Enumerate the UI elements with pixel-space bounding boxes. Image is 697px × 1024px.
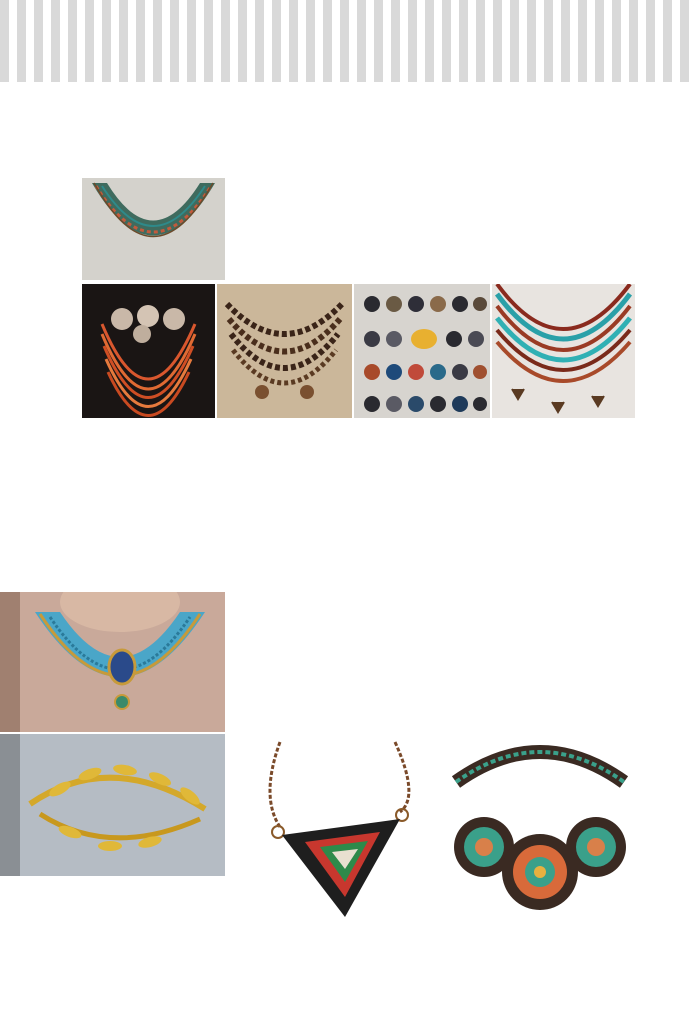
photo-coin-necklace xyxy=(82,284,215,418)
photo-gold-wreath xyxy=(0,734,225,876)
decorative-top-stripes xyxy=(0,0,697,82)
photo-wooden-beads xyxy=(217,284,352,418)
photo-circle-necklace xyxy=(446,742,634,925)
photo-beaded-collar xyxy=(82,178,225,280)
photo-triangle-pendant xyxy=(250,737,428,925)
photo-glass-beads xyxy=(354,284,490,418)
photo-coral-turquoise xyxy=(492,284,635,418)
photo-egyptian-collar xyxy=(0,592,225,732)
